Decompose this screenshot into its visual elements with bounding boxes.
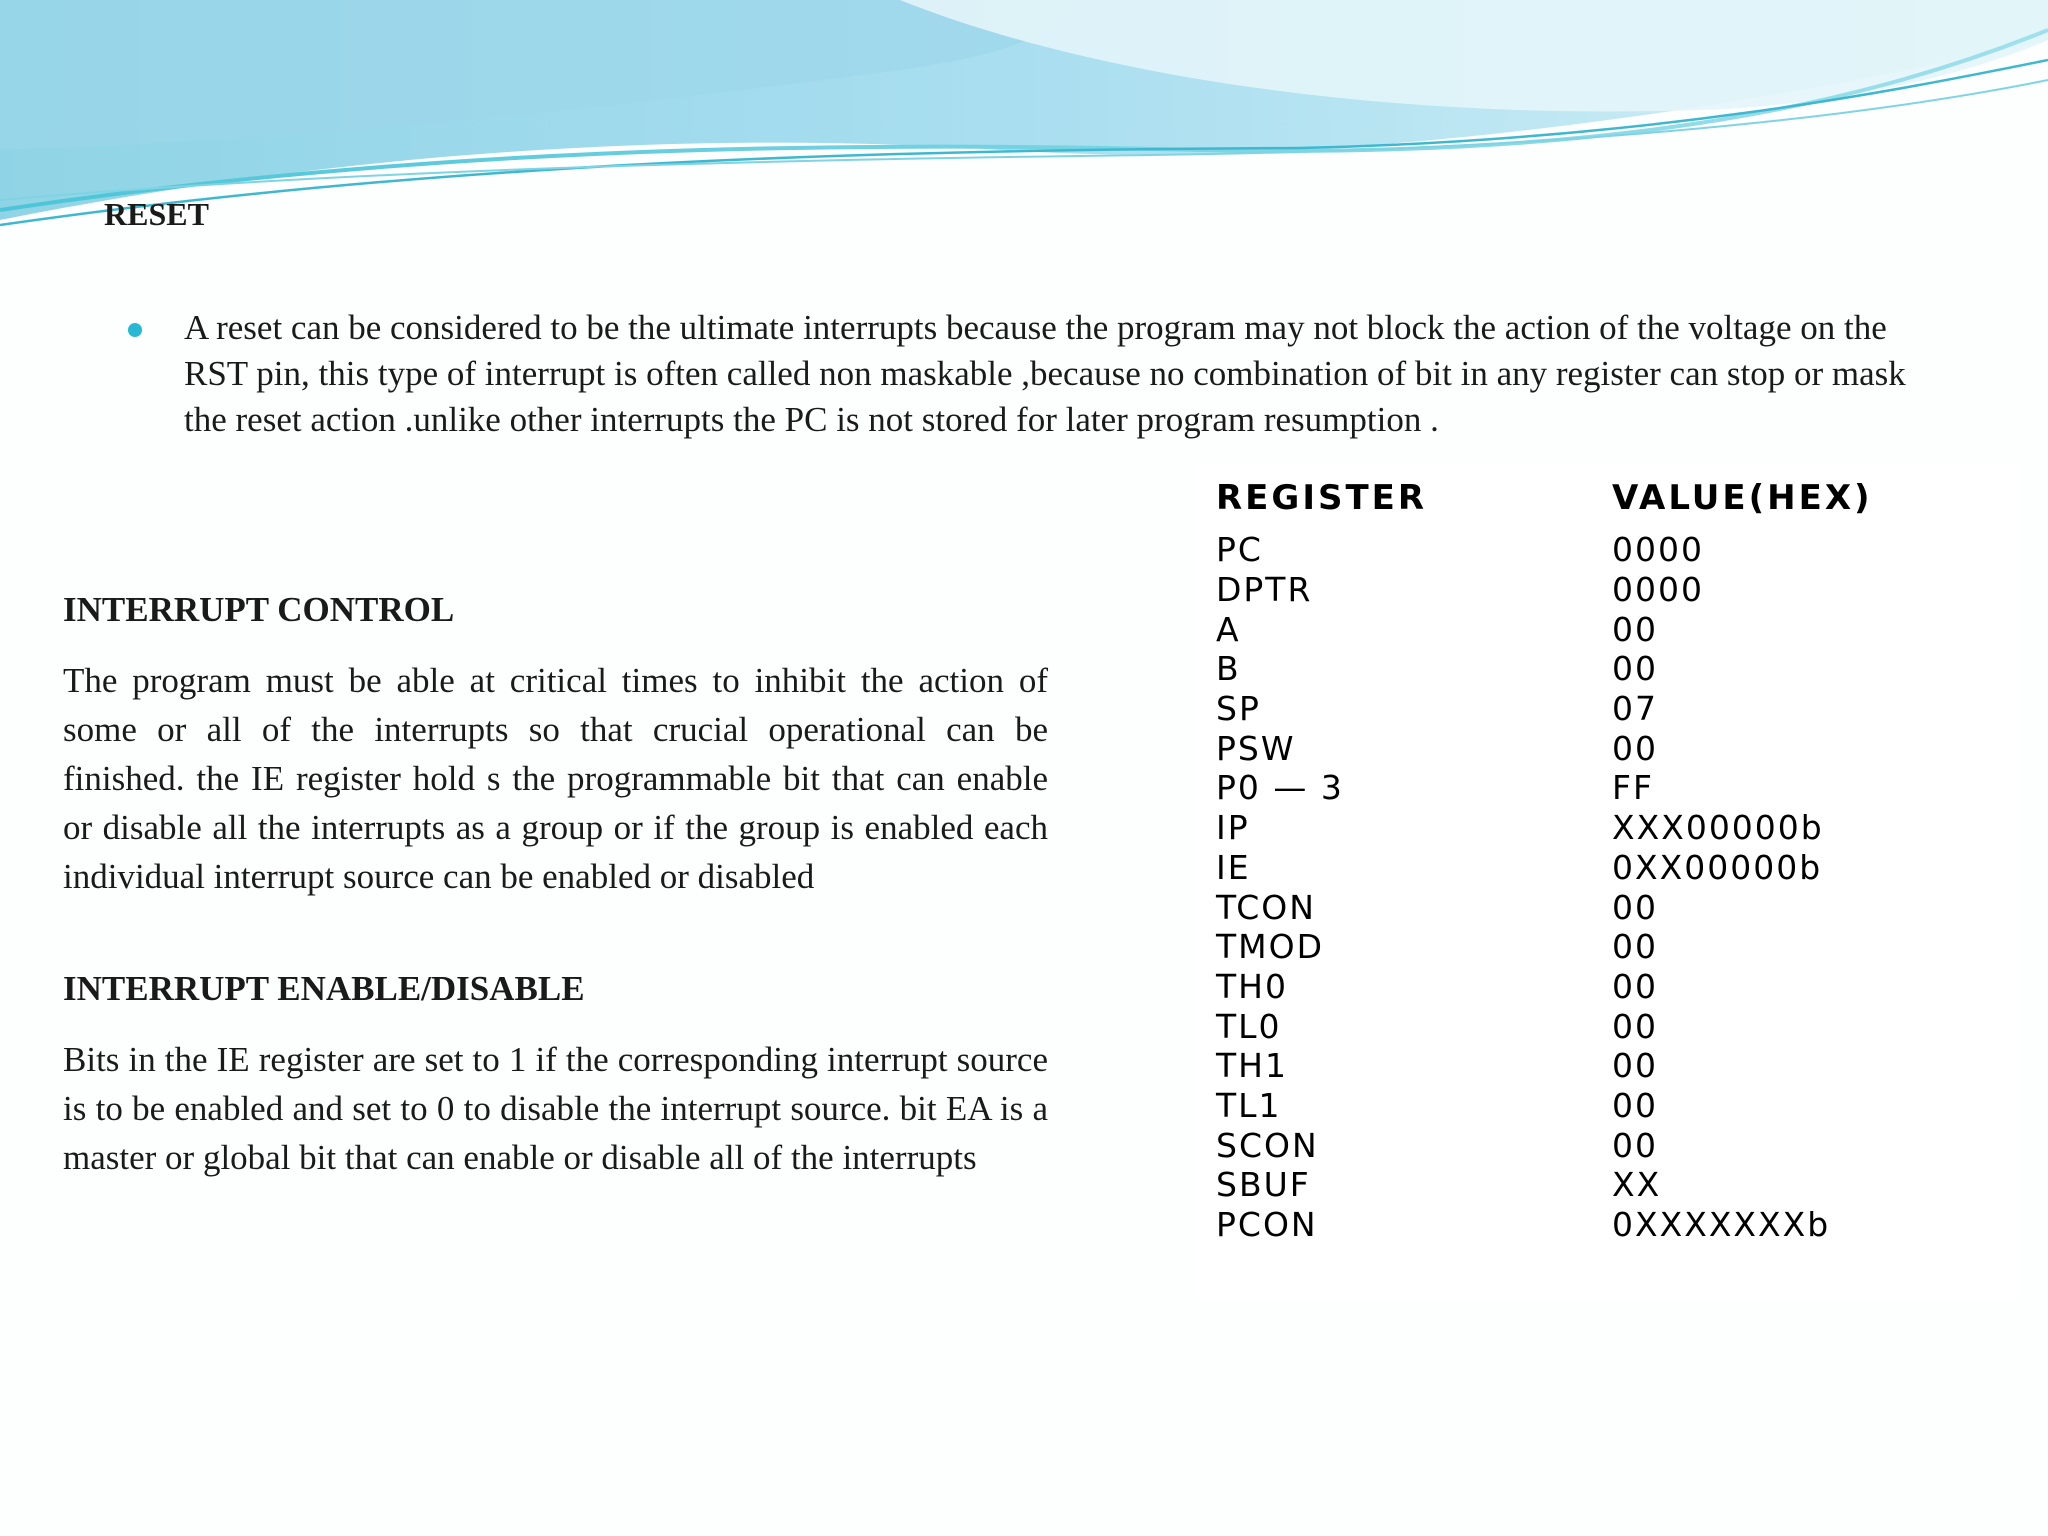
table-row [1216, 848, 1873, 888]
reset-bullet [120, 305, 1920, 443]
interrupt-control-paragraph: The program must be able at critical times to inhibit the action of some or all of the interrupts so that crucial operational can be finished. the IE register hold s the programmable bit that can enable or disable all the interrupts as a group or if the group is enabled each individual interrupt source can be enabled or disabled [63, 661, 1048, 896]
register-value-cell: 00 [1612, 927, 1658, 967]
register-value-cell: XXX00000b [1612, 808, 1824, 848]
register-name-cell: TMOD [1216, 927, 1325, 967]
reset-bullet-text: A reset can be considered to be the ultimate interrupts because the program may not block the action of the voltage on the RST pin, this type of interrupt is often called non maskable ,because no combination of bit in any register can stop or mask the reset action .unlike other interrupts the PC is not stored for later program resumption . [184, 308, 1906, 439]
register-name-cell: IE [1216, 847, 1251, 887]
register-name-cell: B [1216, 649, 1241, 689]
table-row [1216, 530, 1873, 570]
register-value-cell: 00 [1612, 1006, 1658, 1046]
register-value-cell: 0000 [1612, 530, 1704, 570]
register-value-cell: FF [1612, 768, 1654, 808]
table-row [1216, 1205, 1873, 1245]
interrupt-enable-heading: INTERRUPT ENABLE/DISABLE [63, 969, 585, 1008]
register-name-cell: IP [1216, 808, 1250, 848]
register-name-cell: PC [1216, 530, 1263, 570]
register-value-cell: 00 [1612, 609, 1658, 649]
value-column-header: VALUE(HEX) [1612, 478, 1873, 518]
register-table-header [1216, 464, 1873, 530]
register-name-cell: DPTR [1216, 570, 1313, 610]
table-row [1216, 927, 1873, 967]
table-row [1216, 609, 1873, 649]
register-value-cell: 0XX00000b [1612, 847, 1823, 887]
register-value-cell: 0000 [1612, 570, 1704, 610]
table-row [1216, 768, 1873, 808]
table-row [1216, 689, 1873, 729]
table-row [1216, 1046, 1873, 1086]
header-wave-decoration [0, 0, 2048, 240]
interrupt-control-heading: INTERRUPT CONTROL [63, 590, 455, 629]
table-row [1216, 649, 1873, 689]
table-row [1216, 808, 1873, 848]
register-value-cell: 00 [1612, 1085, 1658, 1125]
register-name-cell: PCON [1216, 1205, 1318, 1245]
register-value-cell: 00 [1612, 728, 1658, 768]
slide-title: RESET [104, 196, 209, 232]
table-row [1216, 887, 1873, 927]
register-name-cell: PSW [1216, 728, 1296, 768]
table-row [1216, 1006, 1873, 1046]
register-name-cell: SP [1216, 689, 1261, 729]
register-name-cell: TH1 [1216, 1046, 1288, 1086]
table-row [1216, 728, 1873, 768]
bullet-dot-icon [128, 323, 142, 337]
interrupt-enable-paragraph: Bits in the IE register are set to 1 if the corresponding interrupt source is to be enabled and set to 0 to disable the interrupt source. bit EA is a master or global bit that can enable or disable all of the interrupts [63, 1040, 1048, 1177]
register-name-cell: A [1216, 609, 1241, 649]
table-row [1216, 1125, 1873, 1165]
register-value-cell: 00 [1612, 1125, 1658, 1165]
register-value-cell: 00 [1612, 887, 1658, 927]
register-reset-values-panel [1196, 464, 2020, 1300]
register-value-cell: 00 [1612, 1046, 1658, 1086]
register-value-cell: XX [1612, 1165, 1662, 1205]
table-row [1216, 967, 1873, 1007]
register-name-cell: P0 — 3 [1216, 768, 1344, 808]
register-name-cell: SCON [1216, 1125, 1319, 1165]
register-value-cell: 0XXXXXXXb [1612, 1205, 1831, 1245]
table-row [1216, 1086, 1873, 1126]
register-name-cell: SBUF [1216, 1165, 1311, 1205]
register-name-cell: TL1 [1216, 1085, 1282, 1125]
table-row [1216, 1165, 1873, 1205]
table-row [1216, 570, 1873, 610]
register-table [1216, 464, 1873, 1244]
register-value-cell: 00 [1612, 966, 1658, 1006]
register-column-header: REGISTER [1216, 478, 1428, 518]
register-name-cell: TH0 [1216, 966, 1288, 1006]
register-value-cell: 07 [1612, 689, 1658, 729]
register-name-cell: TCON [1216, 887, 1316, 927]
register-value-cell: 00 [1612, 649, 1658, 689]
register-name-cell: TL0 [1216, 1006, 1282, 1046]
